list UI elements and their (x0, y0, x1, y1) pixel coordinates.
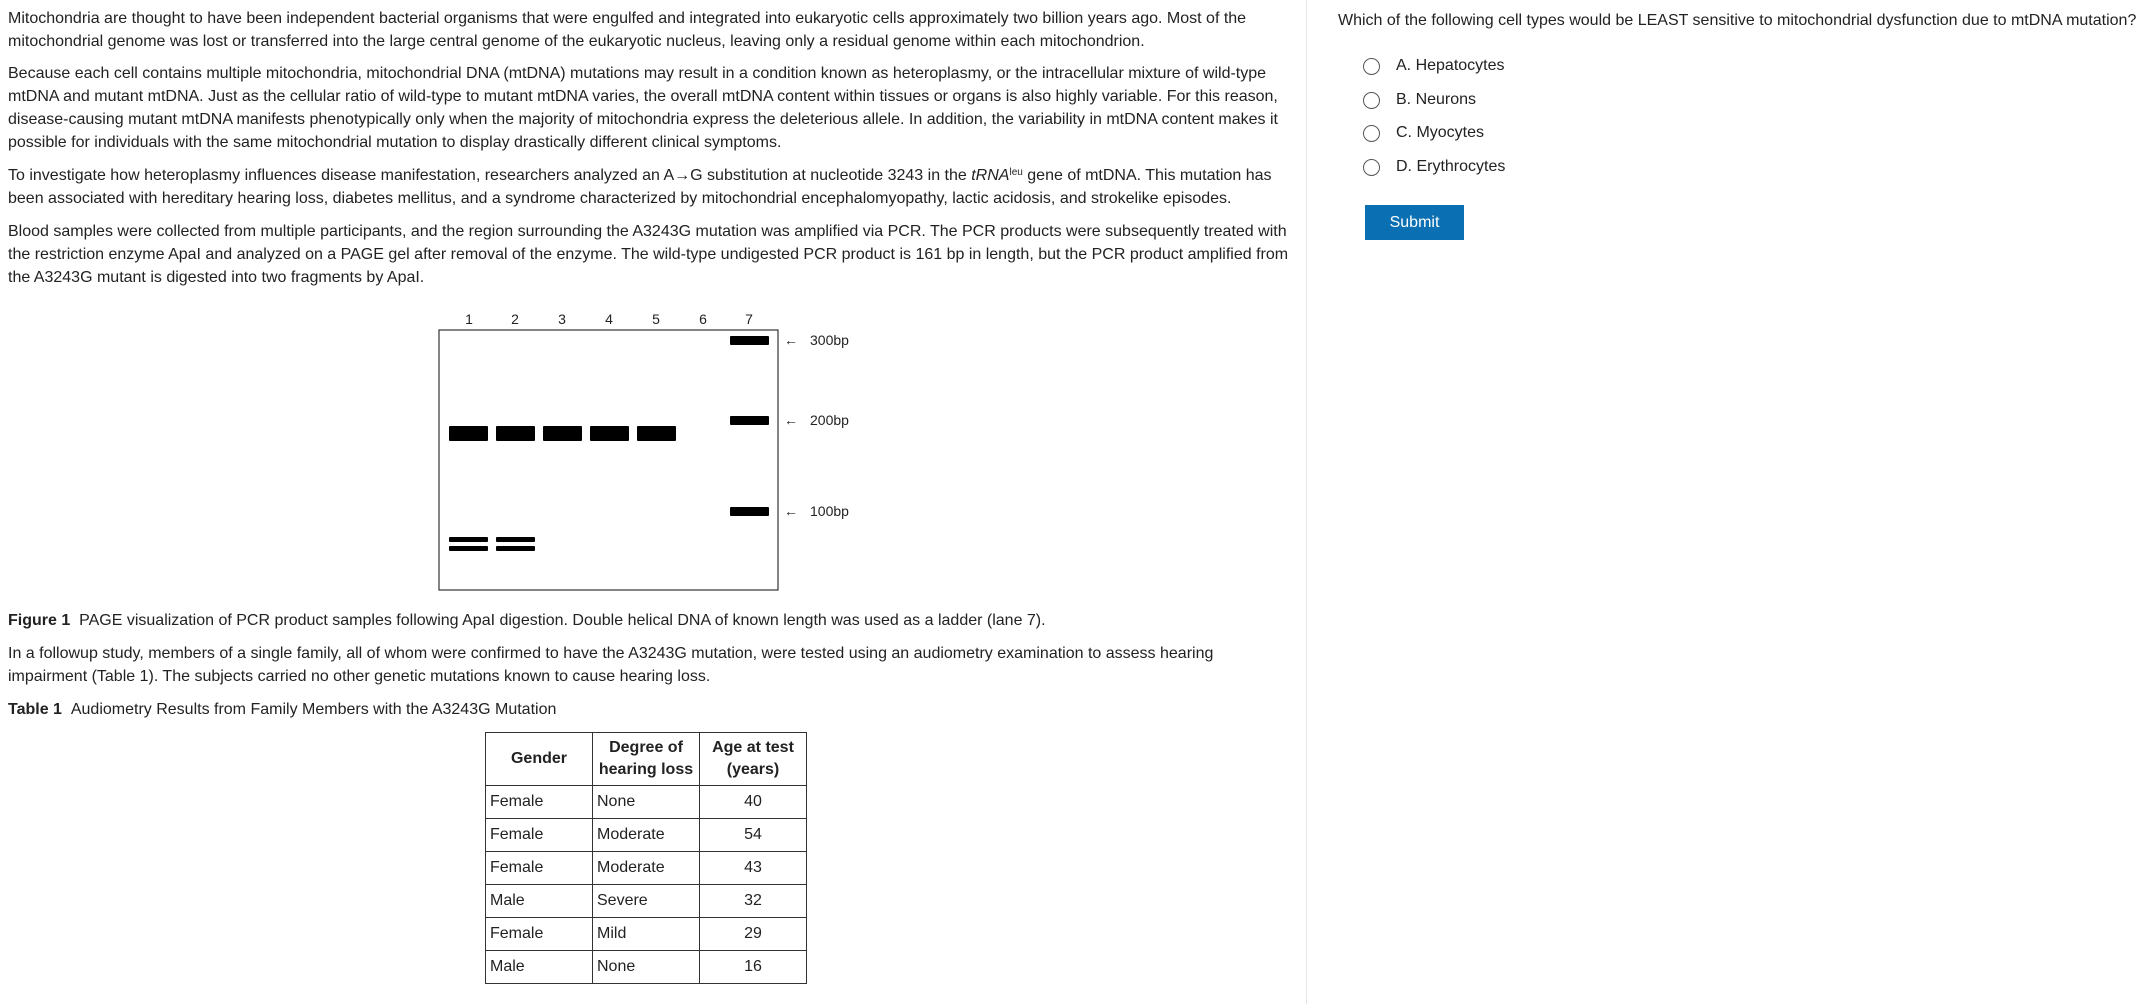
gel-band (637, 426, 676, 441)
choice-label: D. Erythrocytes (1396, 158, 1506, 175)
cell-age: 32 (700, 885, 807, 918)
gel-band (496, 426, 535, 441)
cell-age: 54 (700, 819, 807, 852)
lane-label: 2 (511, 311, 519, 327)
gel-band (449, 546, 488, 551)
lane-label: 1 (465, 311, 473, 327)
paragraph-1: Mitochondria are thought to have been independent bacterial organisms that were engulfed and integrated into eukaryotic cells approximately two billion years ago. Most of the mitochondrial genome was lost or transferred into the large central genome of the eukaryotic nucleus, leaving only a residual genome within each mitochondrion. (8, 10, 1247, 50)
cell-age: 40 (700, 786, 807, 819)
table-title-text: Audiometry Results from Family Members with the A3243G Mutation (70, 701, 557, 718)
lane-label: 7 (745, 311, 753, 327)
cell-gender: Male (486, 951, 593, 984)
question-panel (1338, 0, 2138, 1004)
lane-label: 3 (558, 311, 566, 327)
ladder-arrow: ← (784, 332, 798, 348)
gel-band (590, 426, 629, 441)
paragraph-4: Blood samples were collected from multiple participants, and the region surrounding the A3243G mutation was amplified via PCR. The PCR products were subsequently treated with the restriction enzyme ApaI and analyzed on a PAGE gel after removal of the enzyme. The wild-type undigested PCR product is 161 bp in length, but the PCR product amplified from the A3243G mutant is digested into two fragments by ApaI. (8, 223, 1289, 286)
ladder-arrow: ← (784, 412, 798, 428)
cell-age: 16 (700, 951, 807, 984)
figure-caption-text: PAGE visualization of PCR product samples following ApaI digestion. Double helical DNA of known length was used as a ladder (lane 7). (79, 612, 1046, 629)
radio-button[interactable] (1363, 125, 1380, 142)
header-age: Age at test (years) (700, 733, 807, 786)
cell-hearing-loss: Moderate (593, 819, 700, 852)
cell-hearing-loss: Severe (593, 885, 700, 918)
choice-a[interactable] (1363, 54, 1505, 78)
gel-band (449, 426, 488, 441)
figure-caption (8, 609, 1293, 632)
cell-gender: Female (486, 852, 593, 885)
gene-name: tRNA (971, 167, 1010, 184)
question-stem: Which of the following cell types would be LEAST sensitive to mitochondrial dysfunction due to mtDNA mutation? (1338, 12, 2137, 29)
header-hearing-loss: Degree of hearing loss (593, 733, 700, 786)
figure-label: Figure 1 (8, 612, 71, 629)
paragraph-3-end: gene of mtDNA. This mutation has been associated with hereditary hearing loss, diabetes mellitus, and a syndrome characterized by mitochondrial encephalomyopathy, lactic acidosis, and strokelike episodes. (8, 167, 1272, 207)
table-row (486, 786, 807, 819)
gel-band (543, 426, 582, 441)
table-label: Table 1 (8, 701, 62, 718)
submit-button[interactable]: Submit (1365, 205, 1464, 240)
choice-label: C. Myocytes (1396, 124, 1485, 141)
choice-d[interactable] (1363, 155, 1505, 179)
table-row (486, 951, 807, 984)
gel-band (449, 537, 488, 542)
radio-button[interactable] (1363, 58, 1380, 75)
lane-label: 5 (652, 311, 660, 327)
ladder-band (730, 507, 769, 516)
ladder-label: 200bp (810, 412, 849, 428)
ladder-label: 100bp (810, 503, 849, 519)
ladder-label: 300bp (810, 332, 849, 348)
gel-band (496, 537, 535, 542)
cell-gender: Female (486, 918, 593, 951)
paragraph-5: In a followup study, members of a single family, all of whom were confirmed to have the A3243G mutation, were tested using an audiometry examination to assess hearing impairment (Table 1). The subjects carried no other genetic mutations known to cause hearing loss. (8, 645, 1214, 685)
table-row (486, 918, 807, 951)
gel-figure (8, 0, 908, 600)
header-gender: Gender (486, 733, 593, 786)
gel-outline (439, 330, 778, 590)
paragraph-2: Because each cell contains multiple mitochondria, mitochondrial DNA (mtDNA) mutations may result in a condition known as heteroplasmy, or the intracellular mixture of wild-type mtDNA and mutant mtDNA. Just as the cellular ratio of wild-type to mutant mtDNA varies, the overall mtDNA content within tissues or organs is also highly variable. For this reason, disease-causing mutant mtDNA manifests phenotypically only when the majority of mitochondria express the deleterious allele. In addition, the variability in mtDNA content makes it possible for individuals with the same mitochondrial mutation to display drastically different clinical symptoms. (8, 65, 1278, 151)
audiometry-table (485, 732, 807, 984)
cell-hearing-loss: Moderate (593, 852, 700, 885)
cell-hearing-loss: Mild (593, 918, 700, 951)
choice-label: B. Neurons (1396, 91, 1477, 108)
panel-divider (1306, 0, 1307, 1004)
radio-button[interactable] (1363, 92, 1380, 109)
table-title (8, 698, 556, 721)
ladder-band (730, 416, 769, 425)
choice-label: A. Hepatocytes (1396, 57, 1505, 74)
cell-age: 43 (700, 852, 807, 885)
cell-hearing-loss: None (593, 951, 700, 984)
lane-label: 6 (699, 311, 707, 327)
gel-band (496, 546, 535, 551)
gene-superscript: leu (1009, 167, 1023, 178)
table-row (486, 885, 807, 918)
table-row (486, 819, 807, 852)
table-row (486, 852, 807, 885)
ladder-band (730, 336, 769, 345)
choice-b[interactable] (1363, 88, 1476, 112)
radio-button[interactable] (1363, 159, 1380, 176)
choice-c[interactable] (1363, 121, 1484, 145)
ladder-arrow: ← (784, 503, 798, 519)
paragraph-3-start: To investigate how heteroplasmy influences disease manifestation, researchers analyzed an A→G substitution at nucleotide 3243 in the (8, 167, 972, 184)
cell-age: 29 (700, 918, 807, 951)
cell-gender: Female (486, 819, 593, 852)
table-header-row (486, 733, 807, 786)
cell-gender: Female (486, 786, 593, 819)
passage-panel (8, 0, 1298, 1004)
cell-gender: Male (486, 885, 593, 918)
cell-hearing-loss: None (593, 786, 700, 819)
lane-label: 4 (605, 311, 613, 327)
